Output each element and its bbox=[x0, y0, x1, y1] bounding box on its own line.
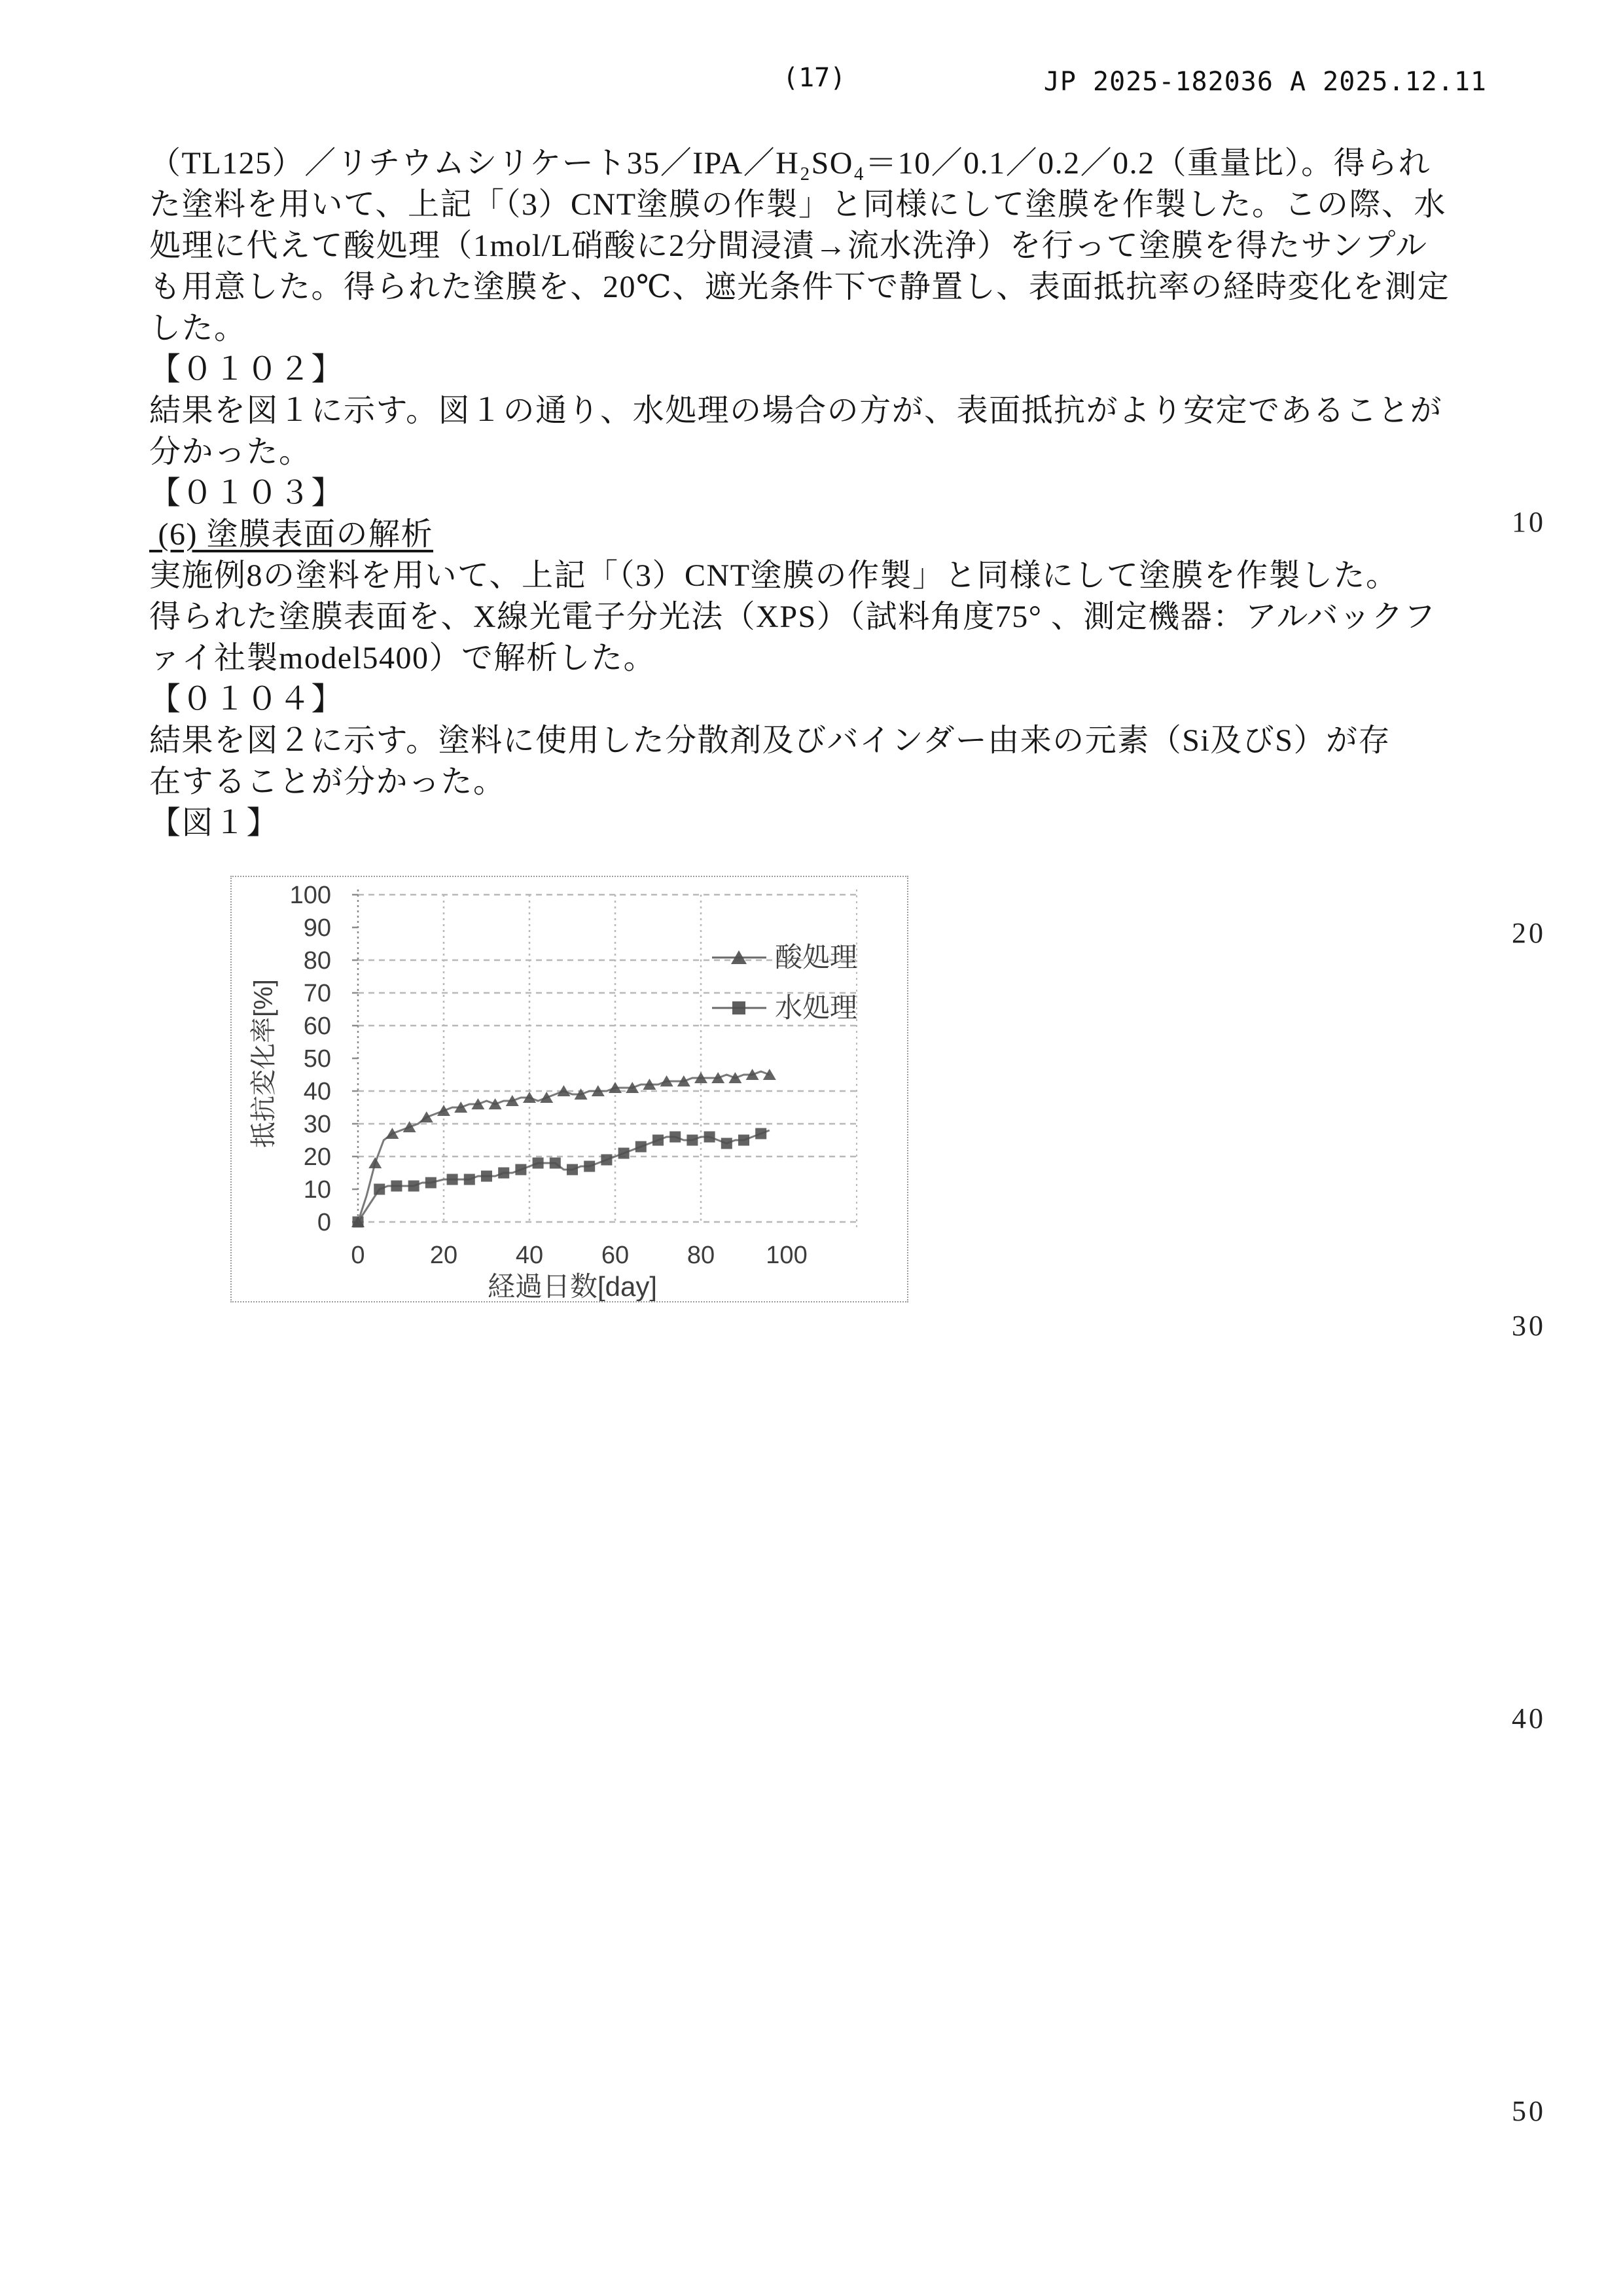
x-tick-label: 60 bbox=[601, 1242, 630, 1269]
margin-line-number: 50 bbox=[1512, 2095, 1546, 2127]
text-line: 【０１０３】 bbox=[149, 476, 344, 511]
page-number: (17) bbox=[783, 63, 846, 93]
text-line: 実施例8の塗料を用いて、上記「（3）CNT塗膜の作製」と同様にして塗膜を作製した。 bbox=[149, 558, 1399, 593]
text-line: も用意した。得られた塗膜を、20℃、遮光条件下で静置し、表面抵抗率の経時変化を測定 bbox=[149, 270, 1450, 304]
text-line: 【図１】 bbox=[149, 806, 279, 840]
margin-line-number: 40 bbox=[1512, 1702, 1546, 1734]
text-line: 結果を図１に示す。図１の通り、水処理の場合の方が、表面抵抗がより安定であることが bbox=[149, 393, 1443, 428]
text-line: 結果を図２に示す。塗料に使用した分散剤及びバインダー由来の元素（Si及びS）が存 bbox=[149, 723, 1391, 758]
text-line: 【０１０４】 bbox=[149, 682, 344, 717]
text-line: 在することが分かった。 bbox=[149, 764, 506, 799]
x-axis-title: 経過日数[day] bbox=[487, 1271, 658, 1301]
y-tick-label: 60 bbox=[303, 1013, 331, 1040]
y-tick-label: 20 bbox=[303, 1143, 331, 1171]
y-tick-label: 80 bbox=[303, 947, 331, 975]
text-line: (6) 塗膜表面の解析 bbox=[149, 517, 433, 552]
x-tick-label: 80 bbox=[687, 1242, 715, 1269]
x-tick-label: 100 bbox=[766, 1242, 808, 1269]
y-tick-label: 0 bbox=[317, 1209, 331, 1236]
y-axis-title: 抵抗変化率[%] bbox=[249, 979, 278, 1148]
text-line: ァイ社製model5400）で解析した。 bbox=[149, 641, 656, 675]
x-tick-label: 0 bbox=[351, 1242, 365, 1269]
text-line: た塗料を用いて、上記「（3）CNT塗膜の作製」と同様にして塗膜を作製した。この際、水 bbox=[149, 187, 1447, 222]
legend-label: 水処理 bbox=[775, 992, 858, 1023]
text-line: 【０１０２】 bbox=[149, 352, 344, 387]
y-tick-label: 70 bbox=[303, 980, 331, 1007]
y-tick-label: 40 bbox=[303, 1078, 331, 1105]
text-line: した。 bbox=[149, 311, 247, 346]
text-line: （TL125）／リチウムシリケート35／IPA／H₂SO₄＝10／0.1／0.2／0.2（重量比）。得られ bbox=[149, 146, 1431, 181]
legend-label: 酸処理 bbox=[775, 942, 858, 973]
text-line: 得られた塗膜表面を、X線光電子分光法（XPS）（試料角度75° 、測定機器：アルバックフ bbox=[149, 600, 1436, 634]
y-tick-label: 90 bbox=[303, 914, 331, 942]
margin-line-number: 20 bbox=[1512, 917, 1546, 949]
y-tick-label: 100 bbox=[289, 882, 331, 909]
margin-line-number: 10 bbox=[1512, 506, 1546, 538]
text-line: 分かった。 bbox=[149, 435, 312, 469]
publication-number: JP 2025-182036 A 2025.12.11 bbox=[1043, 67, 1487, 97]
y-tick-label: 30 bbox=[303, 1111, 331, 1138]
margin-line-number: 30 bbox=[1512, 1310, 1546, 1342]
x-tick-label: 40 bbox=[515, 1242, 544, 1269]
y-tick-label: 50 bbox=[303, 1045, 331, 1073]
text-line: 処理に代えて酸処理（1mol/L硝酸に2分間浸漬→流水洗浄）を行って塗膜を得たサンプル bbox=[149, 228, 1428, 263]
x-tick-label: 20 bbox=[429, 1242, 458, 1269]
y-tick-label: 10 bbox=[303, 1176, 331, 1204]
